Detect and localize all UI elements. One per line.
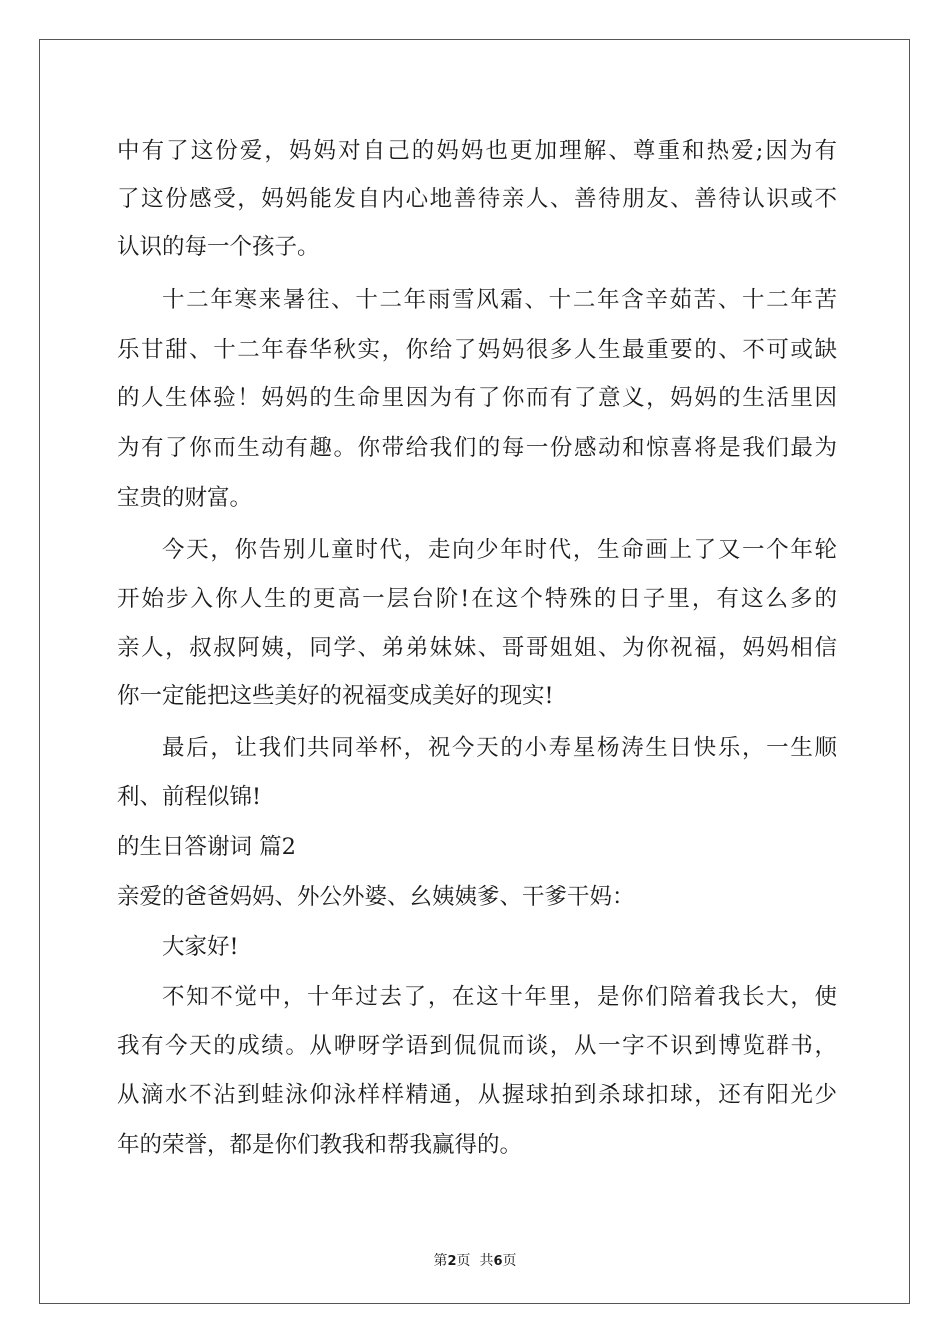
text-line: 开始步入你人生的更高一层台阶!在这个特殊的日子里，有这么多的 (117, 586, 837, 612)
salutation: 亲爱的爸爸妈妈、外公外婆、幺姨姨爹、干爹干妈： (117, 884, 635, 910)
text-line: 从滴水不沾到蛙泳仰泳样样精通，从握球拍到杀球扣球，还有阳光少 (117, 1082, 837, 1108)
text-line: 认识的每一个孩子。 (117, 234, 320, 260)
footer-middle: 页 共 (456, 1253, 494, 1269)
text-line: 我有今天的成绩。从咿呀学语到侃侃而谈，从一字不识到博览群书， (117, 1033, 837, 1059)
footer-page-number: 2 (447, 1254, 457, 1269)
footer-prefix: 第 (433, 1253, 448, 1269)
text-line: 最后，让我们共同举杯，祝今天的小寿星杨涛生日快乐，一生顺 (162, 735, 837, 761)
page-footer (0, 1250, 950, 1270)
text-line: 宝贵的财富。 (117, 485, 253, 511)
section-heading: 的生日答谢词 篇2 (117, 834, 296, 860)
text-line: 利、前程似锦! (117, 784, 262, 810)
greeting: 大家好! (162, 934, 239, 960)
text-line: 今天，你告别儿童时代，走向少年时代，生命画上了又一个年轮 (162, 537, 837, 563)
text-line: 你一定能把这些美好的祝福变成美好的现实! (117, 683, 554, 709)
text-line: 年的荣誉，都是你们教我和帮我赢得的。 (117, 1132, 523, 1158)
footer-suffix: 页 (502, 1253, 517, 1269)
text-line: 为有了你而生动有趣。你带给我们的每一份感动和惊喜将是我们最为 (117, 435, 837, 461)
text-line: 中有了这份爱，妈妈对自己的妈妈也更加理解、尊重和热爱;因为有 (117, 138, 837, 164)
text-line: 十二年寒来暑往、十二年雨雪风霜、十二年含辛茹苦、十二年苦 (162, 287, 837, 313)
footer-total-pages: 6 (493, 1254, 503, 1269)
page-border (39, 39, 910, 1304)
text-line: 乐甘甜、十二年春华秋实，你给了妈妈很多人生最重要的、不可或缺 (117, 337, 837, 363)
text-line: 的人生体验！妈妈的生命里因为有了你而有了意义，妈妈的生活里因 (117, 385, 837, 411)
text-line: 亲人，叔叔阿姨，同学、弟弟妹妹、哥哥姐姐、为你祝福，妈妈相信 (117, 635, 837, 661)
text-line: 不知不觉中，十年过去了，在这十年里，是你们陪着我长大，使 (162, 984, 837, 1010)
text-line: 了这份感受，妈妈能发自内心地善待亲人、善待朋友、善待认识或不 (117, 186, 837, 212)
